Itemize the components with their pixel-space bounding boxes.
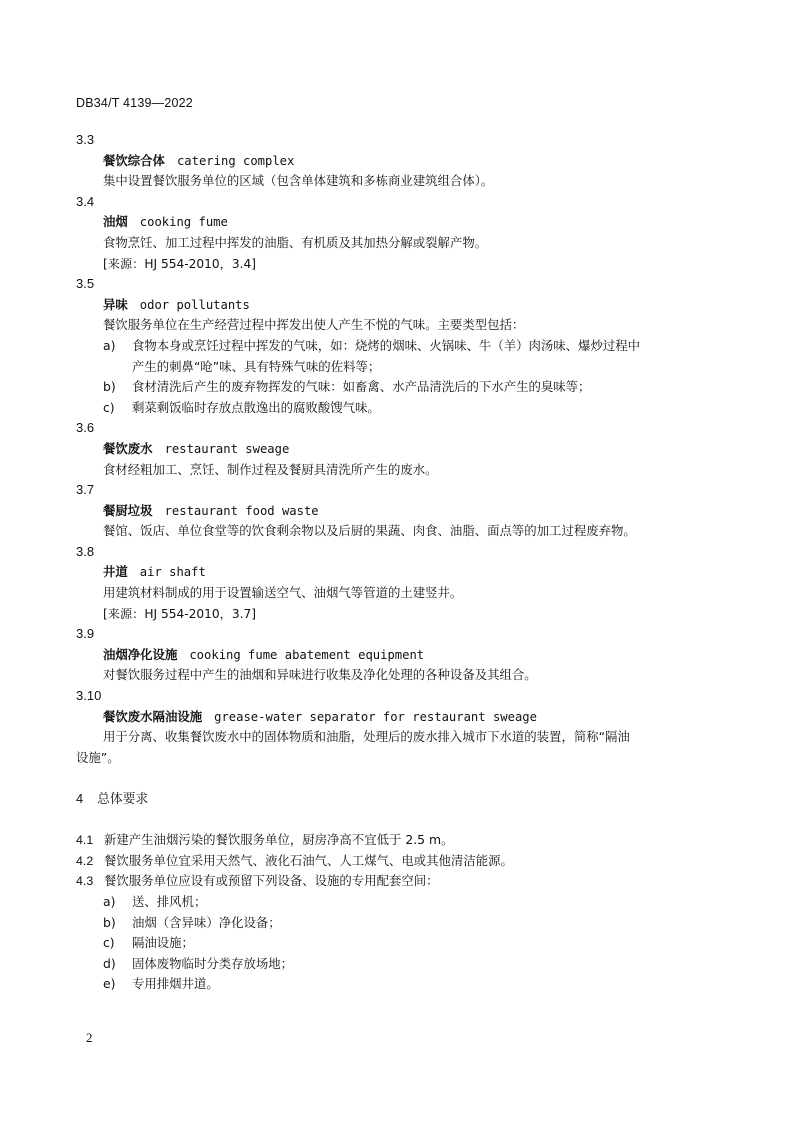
term-definition: 用于分离、收集餐饮废水中的固体物质和油脂，处理后的废水排入城市下水道的装置，简称“隔油 bbox=[103, 729, 630, 745]
term-heading bbox=[76, 212, 726, 233]
clause-text: 餐饮服务单位宜采用天然气、液化石油气、人工煤气、电或其他清洁能源。 bbox=[104, 852, 513, 868]
list-item-text: 剩菜剩饭临时存放点散逸出的腐败酸馊气味。 bbox=[132, 399, 380, 415]
list-item-text: 专用排烟井道。 bbox=[132, 976, 219, 992]
list-item bbox=[76, 892, 726, 913]
term-definition-continuation: 设施”。 bbox=[76, 749, 120, 765]
list-item bbox=[76, 954, 726, 975]
clause-text: 餐饮服务单位应设有或预留下列设备、设施的专用配套空间： bbox=[104, 873, 439, 889]
list-item bbox=[76, 336, 726, 357]
term-number: 3.6 bbox=[76, 420, 95, 436]
list-item-text: 送、排风机； bbox=[132, 893, 207, 909]
section-title: 总体要求 bbox=[97, 792, 149, 807]
clause-number: 4.1 bbox=[76, 833, 94, 848]
clause-number: 4.3 bbox=[76, 874, 94, 889]
clause-text: 新建产生油烟污染的餐饮服务单位，厨房净高不宜低于 2.5 m。 bbox=[104, 832, 454, 848]
term-definition: 集中设置餐饮服务单位的区域（包含单体建筑和多栋商业建筑组合体）。 bbox=[103, 173, 494, 189]
list-item bbox=[76, 933, 726, 954]
section-heading bbox=[76, 789, 726, 810]
list-item-text: 固体废物临时分类存放场地； bbox=[132, 955, 294, 971]
term-number: 3.4 bbox=[76, 193, 95, 209]
term-zh: 油烟净化设施 bbox=[103, 646, 178, 662]
term-definition: 餐饮服务单位在生产经营过程中挥发出使人产生不悦的气味。主要类型包括： bbox=[103, 317, 525, 333]
term-en: cooking fume abatement equipment bbox=[189, 647, 425, 662]
term-number: 3.8 bbox=[76, 543, 95, 559]
term-number: 3.5 bbox=[76, 276, 95, 292]
term-zh: 井道 bbox=[103, 564, 128, 580]
list-item-text: 油烟（含异味）净化设备； bbox=[132, 914, 281, 930]
document-body bbox=[76, 130, 726, 995]
term-heading bbox=[76, 151, 726, 172]
term-zh: 油烟 bbox=[103, 214, 128, 230]
list-item-label: b) bbox=[103, 379, 116, 395]
term-heading bbox=[76, 645, 726, 666]
list-item-label: c) bbox=[103, 935, 115, 951]
term-definition: 食材经粗加工、烹饪、制作过程及餐厨具清洗所产生的废水。 bbox=[103, 461, 438, 477]
clause-number: 4.2 bbox=[76, 853, 94, 868]
term-source: [来源：HJ 554-2010，3.4] bbox=[103, 256, 256, 271]
term-heading bbox=[76, 295, 726, 316]
term-heading bbox=[76, 562, 726, 583]
term-number: 3.3 bbox=[76, 132, 95, 147]
list-item bbox=[76, 377, 726, 398]
clause bbox=[76, 871, 726, 892]
term-en: grease-water separator for restaurant sweage bbox=[214, 709, 537, 724]
term-definition: 餐馆、饭店、单位食堂等的饮食剩余物以及后厨的果蔬、肉食、油脂、面点等的加工过程废弃物。 bbox=[103, 523, 636, 539]
term-zh: 餐饮综合体 bbox=[103, 152, 165, 168]
term-en: restaurant sweage bbox=[164, 441, 290, 456]
section-number: 4 bbox=[76, 791, 84, 806]
term-en: restaurant food waste bbox=[164, 503, 319, 518]
term-heading bbox=[76, 501, 726, 522]
clause bbox=[76, 851, 726, 872]
list-item-continuation: 产生的刺鼻“呛”味、具有特殊气味的佐料等； bbox=[132, 358, 381, 374]
list-item-label: d) bbox=[103, 955, 116, 971]
term-en: odor pollutants bbox=[139, 297, 250, 312]
term-number: 3.10 bbox=[76, 688, 102, 704]
list-item-text: 食材清洗后产生的废弃物挥发的气味：如畜禽、水产品清洗后的下水产生的臭味等； bbox=[132, 379, 591, 395]
term-heading bbox=[76, 707, 726, 728]
list-item-text: 隔油设施； bbox=[132, 935, 194, 951]
list-item bbox=[76, 913, 726, 934]
term-zh: 异味 bbox=[103, 296, 128, 312]
list-item bbox=[76, 974, 726, 995]
list-item-label: a) bbox=[103, 337, 116, 353]
term-source: [来源：HJ 554-2010，3.7] bbox=[103, 606, 256, 621]
list-item-label: b) bbox=[103, 914, 116, 930]
term-en: catering complex bbox=[176, 153, 295, 168]
term-en: air shaft bbox=[139, 565, 206, 580]
term-definition: 对餐饮服务过程中产生的油烟和异味进行收集及净化处理的各种设备及其组合。 bbox=[103, 667, 537, 683]
term-en: cooking fume bbox=[139, 215, 228, 230]
term-definition: 食物烹饪、加工过程中挥发的油脂、有机质及其加热分解或裂解产物。 bbox=[103, 234, 488, 250]
term-zh: 餐厨垃圾 bbox=[103, 502, 153, 518]
term-number: 3.9 bbox=[76, 626, 95, 642]
term-zh: 餐饮废水 bbox=[103, 440, 153, 456]
standard-code-header: DB34/T 4139—2022 bbox=[76, 96, 193, 110]
list-item-label: a) bbox=[103, 893, 116, 909]
term-number: 3.7 bbox=[76, 482, 95, 498]
page-number: 2 bbox=[86, 1030, 93, 1045]
list-item-label: c) bbox=[103, 399, 115, 415]
term-definition: 用建筑材料制成的用于设置输送空气、油烟气等管道的土建竖井。 bbox=[103, 585, 463, 601]
list-item-text: 食物本身或烹饪过程中挥发的气味，如：烧烤的烟味、火锅味、牛（羊）肉汤味、爆炒过程中 bbox=[132, 337, 641, 353]
term-heading bbox=[76, 439, 726, 460]
clause bbox=[76, 830, 726, 851]
list-item bbox=[76, 398, 726, 419]
list-item-label: e) bbox=[103, 976, 116, 992]
term-zh: 餐饮废水隔油设施 bbox=[103, 708, 203, 724]
